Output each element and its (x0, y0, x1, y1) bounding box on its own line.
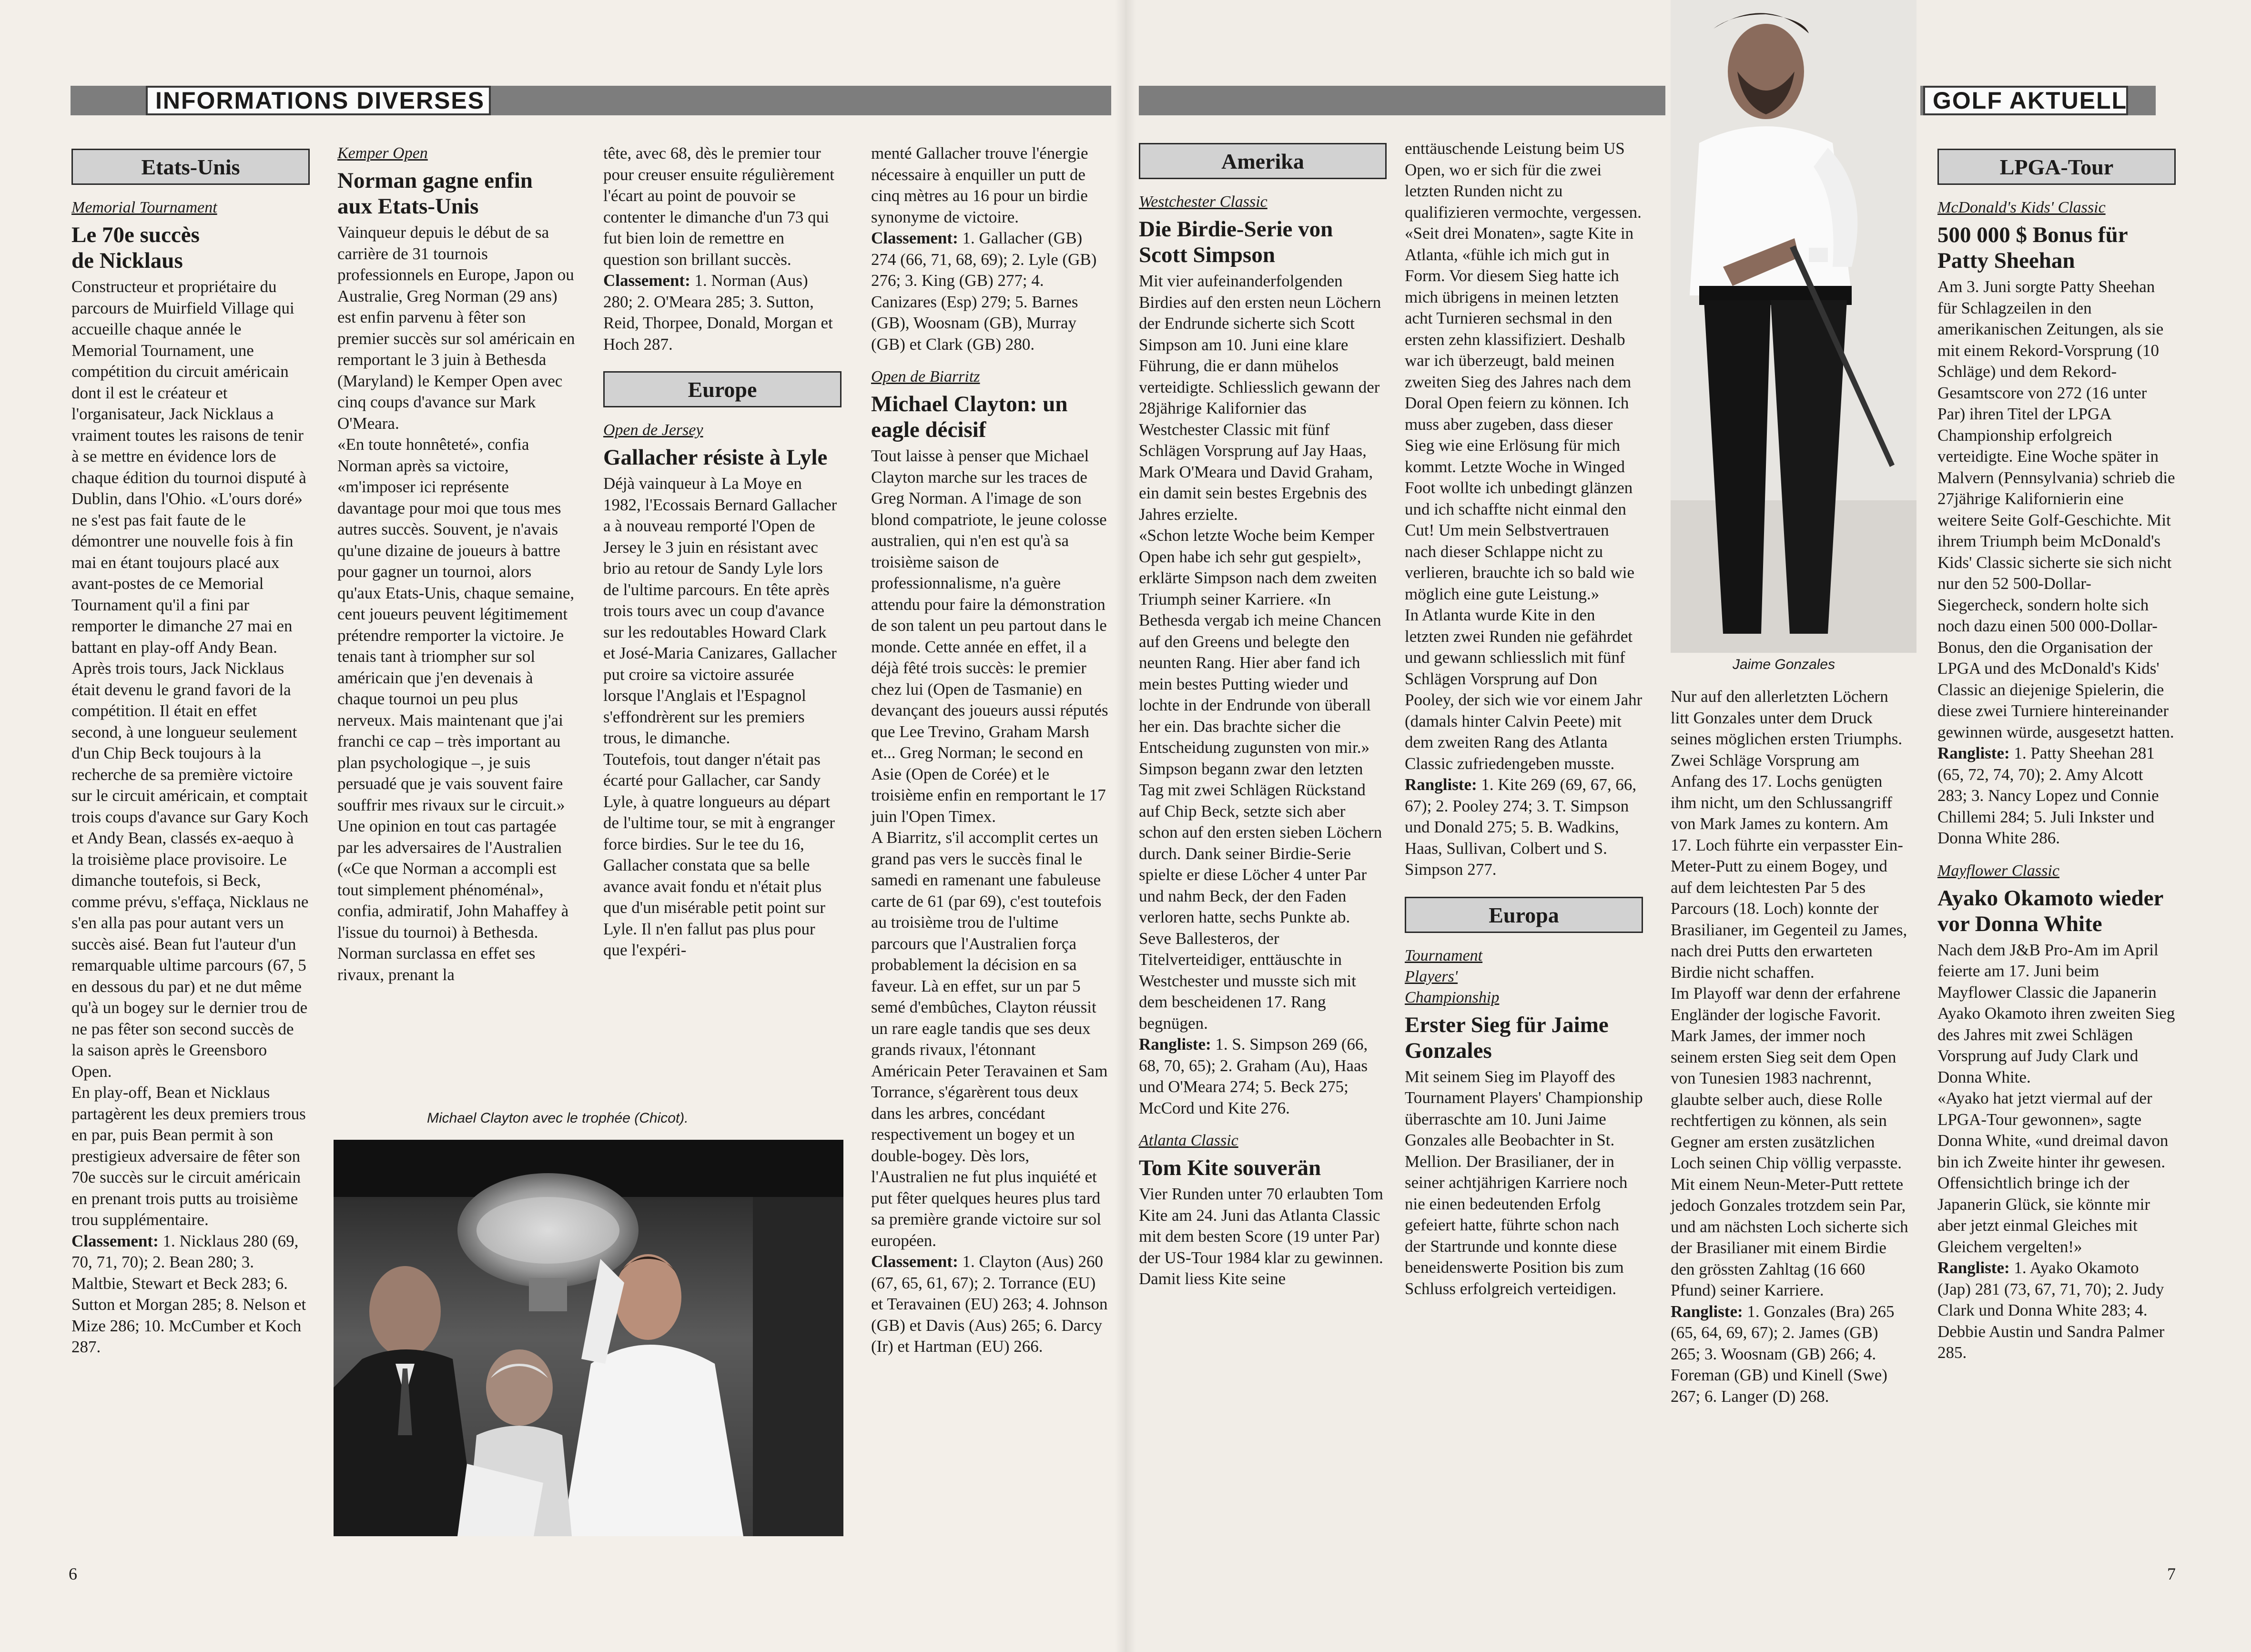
headline-gonzales: Erster Sieg für Jaime Gonzales (1405, 1012, 1609, 1063)
article-paragraph: En play-off, Bean et Nicklaus partagèrent les deux premiers trous en par, puis Bean permit à son prestigieux adversaire de fêter son 70e succès sur le circuit américain en prenant trois putts au troisième trou supplémentaire. (71, 1083, 306, 1229)
header-label-left: INFORMATIONS DIVERSES (146, 86, 491, 115)
article-paragraph: Nur auf den allerletzten Löchern litt Gonzales unter dem Druck seines möglichen ersten Triumphs. Zwei Schläge Vorsprung am Anfang des 17. Lochs genügten ihm nicht, um den Schlussangriff von Mark James zu kontern. Am 17. Loch führte ein verpasster Ein-Meter-Putt zu einem Bogey, und auf dem leichtesten Par 5 des Parcours (18. Loch) konnte der Brasilianer, im Gegenteil zu James, nach drei Putts den erwarteten Birdie nicht schaffen. (1671, 687, 1907, 982)
article-paragraph: menté Gallacher trouve l'énergie nécessaire à enquiller un putt de cinq mètres au 16 pour un birdie synonyme de victoire. (871, 144, 1088, 226)
article-paragraph: Vier Runden unter 70 erlaubten Tom Kite am 24. Juni das Atlanta Classic mit dem besten Score (19 unter Par) der US-Tour 1984 klar zu gewinnen. Damit liess Kite seine (1139, 1185, 1383, 1288)
photo-caption-gonzales: Jaime Gonzales (1733, 657, 1835, 672)
article-paragraph: enttäuschende Leistung beim US Open, wo er sich für die zwei letzten Runden nicht zu qualifizieren vermochte, vergessen. (1405, 139, 1642, 222)
header-bar-right (1139, 86, 1665, 115)
results-block (1139, 1034, 1387, 1119)
article-paragraph: Tout laisse à penser que Michael Clayton marche sur les traces de Greg Norman. A l'image de son blond compatriote, le jeune colosse australien, qui n'en est qu'à sa troisième saison de professionnalisme, n'a guère attendu pour faire la démonstration de son talent un peu partout dans le monde. Cette année en effet, il a déjà fêté trois succès: le premier chez lui (Open de Tasmanie) en devançant des joueurs aussi réputés que Lee Trevino, Graham Marsh et... Greg Norman; le second en Asie (Open de Corée) et le troisième enfin en remportant le 17 juin l'Open Timex. (871, 446, 1108, 826)
section-box-europa: Europa (1405, 897, 1643, 933)
kicker-kemper: Kemper Open (337, 144, 428, 162)
section-box-lpga: LPGA-Tour (1937, 149, 2176, 185)
results-text: 1. Norman (Aus) 280; 2. O'Meara 285; 3. Sutton, Reid, Thorpee, Donald, Morgan et Hoch 287. (603, 271, 833, 354)
column-5 (1139, 143, 1387, 1290)
results-block (1937, 743, 2176, 849)
column-2 (337, 143, 576, 985)
article-paragraph: Vainqueur depuis le début de sa carrière de 31 tournois professionnels en Europe, Japon ou Australie, Greg Norman (29 ans) est enfin parvenu à fêter son premier succès sur sol américain en remportant le 3 juin à Bethesda (Maryland) le Kemper Open avec cinq coups d'avance sur Mark O'Meara. (337, 223, 575, 433)
kicker-tpc: Tournament Players' Championship (1405, 946, 1500, 1006)
photo-caption-clayton: Michael Clayton avec le trophée (Chicot). (427, 1110, 689, 1126)
article-paragraph: Une opinion en tout cas partagée par les adversaires de l'Australien («Ce que Norman a accompli est tout simplement phénoménal», confia, admiratif, John Mahaffey à l'issue du tournoi) à Bethesda. Norman surclassa en effet ses rivaux, prenant la (337, 817, 569, 984)
results-text: 1. Gallacher (GB) 274 (66, 71, 68, 69); 2. Lyle (GB) 276; 3. King (GB) 277; 4. Canizares (Esp) 279; 5. Barnes (GB), Woosnam (GB), Murray (GB) et Clark (GB) 280. (871, 229, 1097, 354)
photo-clayton-trophy (334, 1140, 843, 1536)
article-paragraph: Mit seinem Sieg im Playoff des Tournament Players' Championship überraschte am 10. Juni Jaime Gonzales alle Beobachter in St. Mellion. Der Brasilianer, der in seiner achtjährigen Karriere noch nie einen bedeutenden Erfolg gefeiert hatte, führte schon nach der Startrunde und konnte diese beneidenswerte Position bis zum Schluss erfolgreich verteidigen. (1405, 1067, 1643, 1298)
kicker-biarritz: Open de Biarritz (871, 368, 980, 385)
results-label: Rangliste: (1405, 775, 1477, 794)
article-paragraph: Im Playoff war denn der erfahrene Engländer der logische Favorit. Mark James, der immer noch seinem ersten Sieg seit dem Open von Tunesien 1983 nachrennt, glaubte selber auch, diese Rolle rechtfertigen zu können, als sein Gegner am ersten zusätzlichen Loch seinen Chip völlig verpasste. Mit einem Neun-Meter-Putt rettete jedoch Gonzales trotzdem sein Par, und am nächsten Loch sicherte sich der Brasilianer mit einem Birdie den grössten Zahltag (16 660 Pfund) seiner Karriere. (1671, 984, 1908, 1299)
header-label-right: GOLF AKTUELL (1923, 86, 2128, 115)
column-6 (1405, 138, 1643, 1299)
column-7 (1671, 686, 1909, 1407)
results-block (1937, 1257, 2176, 1364)
headline-okamoto: Ayako Okamoto wieder vor Donna White (1937, 885, 2163, 936)
results-label: Classement: (871, 1252, 958, 1271)
column-1 (71, 149, 310, 1358)
results-block (71, 1231, 310, 1358)
article-paragraph: Déjà vainqueur à La Moye en 1982, l'Ecossais Bernard Gallacher a à nouveau remporté l'Open de Jersey le 3 juin en résistant avec brio au retour de Sandy Lyle lors de l'ultime parcours. En tête après trois tours avec un coup d'avance sur les redoutables Howard Clark et José-Maria Canizares, Gallacher put croire sa victoire assurée lorsque l'Anglais et l'Espagnol s'effondrèrent sur les premiers trous, le dimanche. (603, 474, 837, 747)
results-text: 1. Nicklaus 280 (69, 70, 71, 70); 2. Bean 280; 3. Maltbie, Stewart et Beck 283; 6. Sutton et Morgan 285; 8. Nelson et Mize 286; 10. McCumber et Koch 287. (71, 1231, 306, 1356)
section-box-europe: Europe (603, 371, 842, 407)
column-3 (603, 143, 842, 961)
headline-norman: Norman gagne enfin aux Etats-Unis (337, 168, 533, 219)
photo-jaime-gonzales (1671, 0, 1916, 653)
results-text: 1. Gonzales (Bra) 265 (65, 64, 69, 67); 2. James (GB) 265; 3. Woosnam (GB) 266; 4. Foreman (GB) und Kinell (Swe) 267; 6. Langer (D) 268. (1671, 1302, 1895, 1406)
kicker-memorial: Memorial Tournament (71, 199, 217, 216)
page-number-right: 7 (2167, 1564, 2176, 1583)
results-text: 1. Clayton (Aus) 260 (67, 65, 61, 67); 2. Torrance (EU) et Teravainen (EU) 263; 4. Johnson (GB) et Davis (Aus) 265; 6. Darcy (Ir) et Hartman (EU) 266. (871, 1252, 1108, 1356)
results-block (1405, 774, 1643, 881)
column-8 (1937, 149, 2176, 1364)
section-box-amerika: Amerika (1139, 143, 1387, 179)
section-box-etats-unis: Etats-Unis (71, 149, 310, 185)
results-label: Rangliste: (1671, 1302, 1743, 1321)
results-text: 1. Kite 269 (69, 67, 66, 67); 2. Pooley 274; 3. T. Simpson und Donald 275; 5. B. Wadkins, Haas, Sullivan, Colbert und S. Simpson 277. (1405, 775, 1637, 879)
page-gutter (1115, 0, 1136, 1652)
article-paragraph: «Ayako hat jetzt viermal auf der LPGA-Tour gewonnen», sagte Donna White, «und dreimal davon bin ich Zweite hinter ihr gewesen. Offensichtlich bringe ich der Japanerin Glück, sie könnte mir aber jetzt einmal Gleiches mit Gleichem vergelten!» (1937, 1089, 2169, 1256)
article-paragraph: In Atlanta wurde Kite in den letzten zwei Runden nie gefährdet und gewann schliesslich mit fünf Schlägen Vorsprung auf Don Pooley, der sich wie vor einem Jahr (damals hinter Calvin Peete) mit dem zweiten Rang des Atlanta Classic zufriedengeben musste. (1405, 606, 1643, 773)
results-block (871, 1251, 1109, 1358)
kicker-jersey: Open de Jersey (603, 421, 703, 439)
article-paragraph: Nach dem J&B Pro-Am im April feierte am 17. Juni beim Mayflower Classic die Japanerin Ayako Okamoto ihren zweiten Sieg des Jahres mit zwei Schlägen Vorsprung auf Judy Clark und Donna White. (1937, 940, 2175, 1086)
article-paragraph: Seve Ballesteros, der Titelverteidiger, enttäuschte in Westchester und musste sich mit dem bescheidenen 17. Rang begnügen. (1139, 929, 1356, 1033)
article-paragraph: «Seit drei Monaten», sagte Kite in Atlanta, «fühle ich mich gut in Form. Vor diesem Sieg hatte ich mich übrigens in meinen letzten acht Turnieren sechsmal in den ersten zehn klassifiziert. Deshalb war ich überzeugt, bald meinen zweiten Sieg des Jahres nach dem Doral Open feiern zu können. Ich muss aber zugeben, dass dieser Sieg wie eine Erlösung für mich kommt. Letzte Woche in Winged Foot wollte ich unbedingt glänzen und ich schaffte nicht einmal den Cut! Um mein Selbstvertrauen nach dieser Schlappe nicht zu verlieren, brauchte ich so bald wie möglich eine gute Leistung.» (1405, 224, 1635, 603)
kicker-westchester: Westchester Classic (1139, 193, 1267, 211)
results-label: Classement: (71, 1231, 159, 1250)
article-paragraph: tête, avec 68, dès le premier tour pour creuser ensuite régulièrement l'écart au point de pouvoir se contenter le dimanche d'un 73 qui fut bien loin de remettre en question son brillant succès. (603, 144, 834, 269)
article-paragraph: A Biarritz, s'il accomplit certes un grand pas vers le succès final le samedi en ramenant une fabuleuse carte de 61 (par 69), c'est toutefois au troisième trou de l'ultime parcours que l'Australien força probablement la décision en sa faveur. Là en effet, sur un par 5 semé d'embûches, Clayton réussit un rare eagle tandis que ses deux grands rivaux, l'étonnant Américain Peter Teravainen et Sam Torrance, s'égarèrent tous deux dans les arbres, concédant respectivement un bogey et un double-bogey. Dès lors, l'Australien ne fut plus inquiété et put fêter quelques heures plus tard sa première grande victoire sur sol européen. (871, 828, 1108, 1250)
headline-sheehan: 500 000 $ Bonus für Patty Sheehan (1937, 223, 2128, 273)
article-paragraph: «Schon letzte Woche beim Kemper Open habe ich sehr gut gespielt», erklärte Simpson nach dem zweiten Triumph seiner Karriere. «In Bethesda vergab ich meine Chancen auf den Greens und belegte den neunten Rang. Hier aber fand ich mein bestes Putting wieder und lochte in der Endrunde von überall her ein. Das brachte sicher die Entscheidung zugunsten von mir.» (1139, 526, 1381, 757)
column-4 (871, 143, 1109, 1358)
kicker-mayflower: Mayflower Classic (1937, 861, 2059, 880)
headline-simpson: Die Birdie-Serie von Scott Simpson (1139, 217, 1333, 267)
article-paragraph: Simpson begann zwar den letzten Tag mit zwei Schlägen Rückstand auf Chip Beck, setzte sich aber schon auf den ersten sieben Löchern durch. Dank seiner Birdie-Serie spielte er diese Löcher 4 unter Par und nahm Beck, der den Faden verloren hatte, sechs Punkte ab. (1139, 759, 1382, 926)
results-label: Rangliste: (1139, 1035, 1211, 1054)
article-paragraph: Après trois tours, Jack Nicklaus était devenu le grand favori de la compétition. Il était en effet second, à une longueur seulement d'un Chip Beck toujours à la recherche de sa première victoire sur le circuit américain, et comptait trois coups d'avance sur Gary Koch et Andy Bean, classés ex-aequo à la troisième place provisoire. Le dimanche toutefois, si Beck, comme prévu, s'effaça, Nicklaus ne s'en alla pas pour autant vers un succès aisé. Bean fut l'auteur d'un remarquable ultime parcours (67, 5 en dessous du par) et ne dut même qu'à un bogey sur le dernier trou de ne pas fêter son second succès de la saison après le Greensboro Open. (71, 659, 309, 1081)
article-paragraph: Constructeur et propriétaire du parcours de Muirfield Village qui accueille chaque année le Memorial Tournament, une compétition du circuit américain dont il est le créateur et l'organisateur, Jack Nicklaus a vraiment toutes les raisons de tenir à se mettre en évidence lors de chaque édition du tournoi disputé à Dublin, dans l'Ohio. «L'ours doré» ne s'est pas fait faute de le démontrer une nouvelle fois à fin mai en étant toujours placé aux avant-postes de ce Memorial Tournament qu'il a fini par remporter le dimanche 27 mai en battant en play-off Andy Bean. (71, 277, 306, 657)
kicker-atlanta: Atlanta Classic (1139, 1132, 1238, 1149)
results-text: 1. Ayako Okamoto (Jap) 281 (73, 67, 71, 70); 2. Judy Clark und Donna White 283; 4. Debbie Austin und Sandra Palmer 285. (1937, 1258, 2165, 1362)
article-paragraph: Mit vier aufeinanderfolgenden Birdies auf den ersten neun Löchern der Endrunde sicherte sich Scott Simpson am 10. Juni eine klare Führung, die er dann mühelos verteidigte. Schliesslich gewann der 28jährige Kalifornier das Westchester Classic mit fünf Schlägen Vorsprung auf Jay Haas, Mark O'Meara und David Graham, ein damit sein bestes Ergebnis des Jahres erzielte. (1139, 272, 1381, 524)
headline-gallacher: Gallacher résiste à Lyle (603, 445, 828, 470)
headline-kite: Tom Kite souverän (1139, 1155, 1321, 1180)
results-text: 1. S. Simpson 269 (66, 68, 70, 65); 2. Graham (Au), Haas und O'Meara 274; 5. Beck 275; McCord und Kite 276. (1139, 1035, 1368, 1117)
results-text: 1. Patty Sheehan 281 (65, 72, 74, 70); 2. Amy Alcott 283; 3. Nancy Lopez und Connie Chillemi 284; 5. Juli Inkster und Donna White 286. (1937, 744, 2159, 847)
headline-nicklaus: Le 70e succès de Nicklaus (71, 223, 200, 273)
article-paragraph: Am 3. Juni sorgte Patty Sheehan für Schlagzeilen in den amerikanischen Zeitungen, als sie mit einem Rekord-Vorsprung (10 Schläge) und dem Rekord-Gesamtscore von 272 (16 unter Par) ihren Titel der LPGA Championship erfolgreich verteidigte. Eine Woche später in Malvern (Pennsylvania) schrieb die 27jährige Kalifornierin eine weitere Seite Golf-Geschichte. Mit ihrem Triumph beim McDonald's Kids' Classic sicherte sie sich nicht nur den 52 500-Dollar-Siegercheck, sondern holte sich noch dazu einen 500 000-Dollar-Bonus, den die Organisation der LPGA und des McDonald's Kids' Classic an diejenige Spielerin, die diese zwei Turniere hintereinander gewinnen würde, ausgesetzt hatten. (1937, 277, 2175, 741)
results-label: Rangliste: (1937, 744, 2010, 762)
page-number-left: 6 (69, 1564, 77, 1583)
headline-clayton: Michael Clayton: un eagle décisif (871, 392, 1068, 442)
results-block (603, 270, 842, 355)
article-paragraph: «En toute honnêteté», confia Norman après sa victoire, «m'imposer ici représente davantage pour moi que tous mes autres succès. Souvent, je n'avais qu'une dizaine de joueurs à battre pour gagner un tournoi, alors qu'aux Etats-Unis, chaque semaine, cent joueurs peuvent légitimement prétendre remporter la victoire. Je tenais tant à triompher sur sol américain que j'en devenais à chaque tournoi un peu plus nerveux. Mais maintenant que j'ai franchi ce cap – très important au plan psychologique –, je suis persuadé que je vais souvent faire souffrir mes rivaux sur le circuit.» (337, 435, 575, 814)
results-block (871, 228, 1109, 355)
results-label: Rangliste: (1937, 1258, 2010, 1277)
results-label: Classement: (603, 271, 690, 290)
kicker-mcdonalds: McDonald's Kids' Classic (1937, 199, 2106, 216)
results-label: Classement: (871, 229, 958, 247)
article-paragraph: Toutefois, tout danger n'était pas écarté pour Gallacher, car Sandy Lyle, à quatre longueurs au départ de l'ultime tour, se mit à engranger force birdies. Sur le tee du 16, Gallacher constata que sa belle avance avait fondu et n'était plus que d'un misérable petit point sur Lyle. Il n'en fallut pas plus pour que l'expéri- (603, 750, 835, 959)
results-block (1671, 1301, 1909, 1408)
